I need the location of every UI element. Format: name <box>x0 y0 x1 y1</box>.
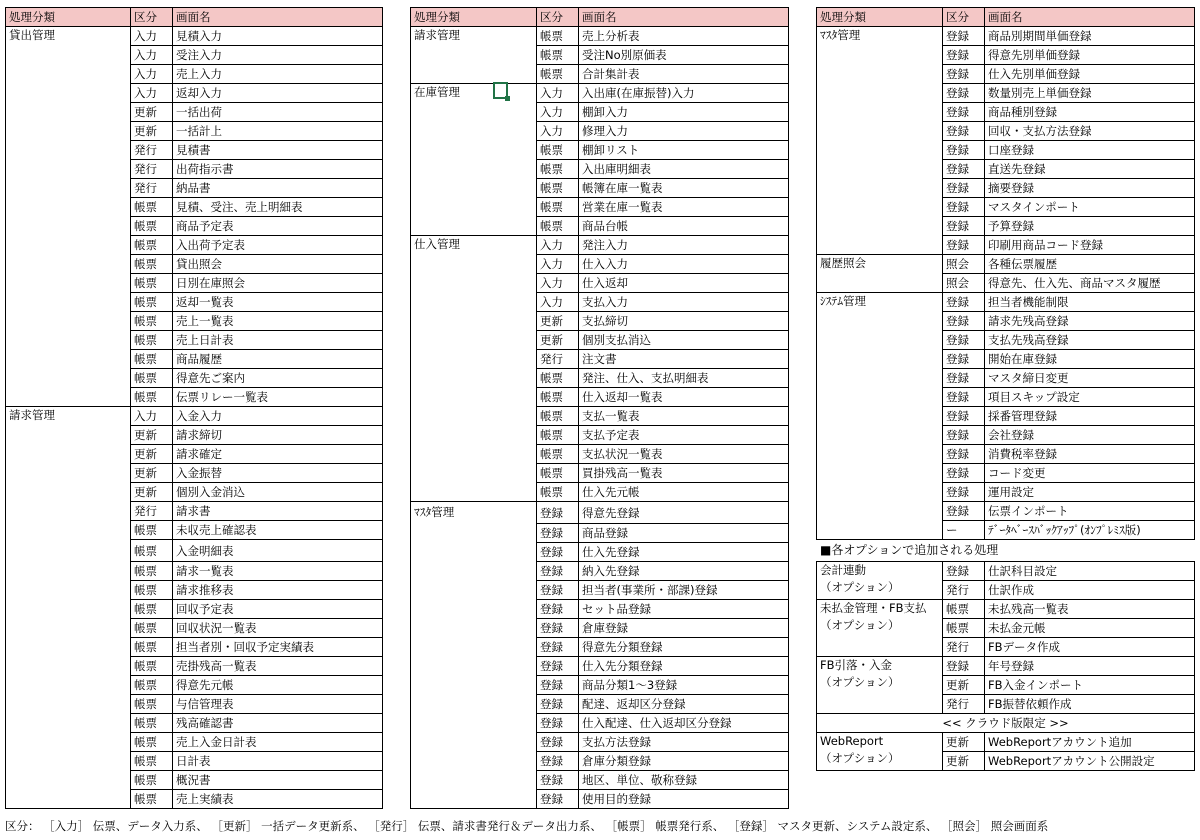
screen-name-cell[interactable]: 帳簿在庫一覧表 <box>579 179 789 198</box>
screen-name-cell[interactable]: 概況書 <box>173 771 383 790</box>
screen-name-cell[interactable]: 注文書 <box>579 350 789 369</box>
screen-name-cell[interactable]: 倉庫登録 <box>579 619 789 638</box>
screen-name-cell[interactable]: 発注入力 <box>579 236 789 255</box>
screen-name-cell[interactable]: 各種伝票履歴 <box>985 255 1195 274</box>
kubun-cell[interactable]: 登録 <box>943 407 985 426</box>
table-row <box>817 657 1195 676</box>
screen-name-cell[interactable]: 得意先ご案内 <box>173 369 383 388</box>
screen-name-cell[interactable]: 残高確認書 <box>173 714 383 733</box>
kubun-cell[interactable]: 登録 <box>943 27 985 46</box>
table-row <box>817 600 1195 619</box>
screen-name-cell[interactable]: 未収売上確認表 <box>173 521 383 540</box>
screen-name-cell[interactable]: マスタインポート <box>985 198 1195 217</box>
kubun-cell[interactable]: 更新 <box>131 426 173 445</box>
kubun-cell[interactable]: 帳票 <box>131 638 173 657</box>
header-kubun[interactable]: 区分 <box>537 8 579 27</box>
screen-name-cell[interactable]: 仕入配達、仕入返却区分登録 <box>579 714 789 733</box>
kubun-cell[interactable]: 帳票 <box>131 198 173 217</box>
screen-name-cell[interactable]: 支払一覧表 <box>579 407 789 426</box>
screen-name-cell[interactable]: 担当者機能制限 <box>985 293 1195 312</box>
kubun-cell[interactable]: 帳票 <box>537 407 579 426</box>
table-row <box>817 27 1195 46</box>
kubun-cell[interactable]: 発行 <box>131 502 173 521</box>
kubun-cell[interactable]: 帳票 <box>131 331 173 350</box>
screen-name-cell[interactable]: 請求締切 <box>173 426 383 445</box>
screen-name-cell[interactable]: 商品別期間単価登録 <box>985 27 1195 46</box>
kubun-cell[interactable]: 更新 <box>131 464 173 483</box>
kubun-cell[interactable]: 更新 <box>131 122 173 141</box>
table-header-row <box>6 8 383 27</box>
kubun-cell[interactable]: 入力 <box>537 255 579 274</box>
screen-name-cell[interactable]: 仕訳科目設定 <box>985 562 1195 581</box>
kubun-cell[interactable]: 登録 <box>943 236 985 255</box>
kubun-cell[interactable]: 帳票 <box>537 141 579 160</box>
header-category[interactable]: 処理分類 <box>411 8 537 27</box>
table-row <box>6 407 383 426</box>
kubun-cell[interactable]: 登録 <box>943 65 985 84</box>
screen-name-cell[interactable]: 修理入力 <box>579 122 789 141</box>
kubun-cell[interactable]: 登録 <box>943 293 985 312</box>
screen-name-cell[interactable]: 仕訳作成 <box>985 581 1195 600</box>
screen-name-cell[interactable]: 仕入先登録 <box>579 543 789 562</box>
screen-name-cell[interactable]: 配達、返却区分登録 <box>579 695 789 714</box>
kubun-cell[interactable]: 帳票 <box>537 464 579 483</box>
kubun-cell[interactable]: 登録 <box>943 198 985 217</box>
kubun-cell[interactable]: 帳票 <box>131 695 173 714</box>
kubun-cell[interactable]: 帳票 <box>943 600 985 619</box>
screen-name-cell[interactable]: 返却一覧表 <box>173 293 383 312</box>
kubun-cell[interactable]: 発行 <box>943 581 985 600</box>
kubun-cell[interactable]: 更新 <box>131 445 173 464</box>
table-row <box>6 27 383 46</box>
category-cell[interactable]: ｼｽﾃﾑ管理 <box>817 293 943 540</box>
kubun-cell[interactable]: 発行 <box>943 695 985 714</box>
cloud-only-note[interactable]: << クラウド版限定 >> <box>817 714 1195 733</box>
screen-name-cell[interactable]: 支払締切 <box>579 312 789 331</box>
category-cell[interactable]: ﾏｽﾀ管理 <box>817 27 943 255</box>
kubun-cell[interactable]: 帳票 <box>131 350 173 369</box>
screen-name-cell[interactable]: 支払入力 <box>579 293 789 312</box>
kubun-cell[interactable]: 登録 <box>537 752 579 771</box>
kubun-cell[interactable]: 登録 <box>537 695 579 714</box>
kubun-cell[interactable]: 帳票 <box>131 676 173 695</box>
screen-name-cell[interactable]: 売掛残高一覧表 <box>173 657 383 676</box>
header-category[interactable]: 処理分類 <box>6 8 131 27</box>
kubun-cell[interactable]: 登録 <box>537 790 579 809</box>
table-row <box>817 733 1195 752</box>
screen-name-cell[interactable]: 地区、単位、敬称登録 <box>579 771 789 790</box>
category-cell[interactable] <box>817 657 943 714</box>
kubun-cell[interactable]: 登録 <box>943 388 985 407</box>
screen-name-cell[interactable]: 棚卸入力 <box>579 103 789 122</box>
table-header-row <box>411 8 789 27</box>
screen-name-cell[interactable]: 支払予定表 <box>579 426 789 445</box>
screen-name-cell[interactable]: 入金入力 <box>173 407 383 426</box>
kubun-cell[interactable]: 登録 <box>537 581 579 600</box>
option-category-name: 会計連動 <box>820 563 866 577</box>
screen-name-cell[interactable]: 未払残高一覧表 <box>985 600 1195 619</box>
kubun-cell[interactable]: 登録 <box>943 562 985 581</box>
kubun-cell[interactable]: 帳票 <box>131 733 173 752</box>
kubun-cell[interactable]: 登録 <box>943 46 985 65</box>
category-cell[interactable]: 履歴照会 <box>817 255 943 293</box>
kubun-cell[interactable]: 発行 <box>943 638 985 657</box>
kubun-cell[interactable]: 帳票 <box>131 581 173 600</box>
header-kubun[interactable]: 区分 <box>131 8 173 27</box>
screen-name-cell[interactable]: 売上日計表 <box>173 331 383 350</box>
table-row <box>817 293 1195 312</box>
kubun-cell[interactable]: 帳票 <box>943 619 985 638</box>
category-cell[interactable]: 貸出管理 <box>6 27 131 407</box>
kubun-cell[interactable]: 登録 <box>943 483 985 502</box>
category-cell[interactable]: ﾏｽﾀ管理 <box>411 502 537 809</box>
kubun-cell[interactable]: 登録 <box>943 141 985 160</box>
kubun-cell[interactable]: 帳票 <box>131 312 173 331</box>
screen-name-cell[interactable]: 売上実績表 <box>173 790 383 809</box>
kubun-cell[interactable]: 登録 <box>943 369 985 388</box>
cloud-note-row <box>817 714 1195 733</box>
screen-name-cell[interactable]: 開始在庫登録 <box>985 350 1195 369</box>
screen-name-cell[interactable]: 支払先残高登録 <box>985 331 1195 350</box>
screen-name-cell[interactable]: 仕入先元帳 <box>579 483 789 502</box>
option-label: （オプション） <box>820 751 900 765</box>
screen-name-cell[interactable]: 消費税率登録 <box>985 445 1195 464</box>
screen-name-cell[interactable]: マスタ締日変更 <box>985 369 1195 388</box>
screen-name-cell[interactable]: 出荷指示書 <box>173 160 383 179</box>
screen-name-cell[interactable]: 伝票インポート <box>985 502 1195 521</box>
screen-name-cell[interactable]: 返却入力 <box>173 84 383 103</box>
option-category-name: WebReport <box>820 734 884 748</box>
screen-name-cell[interactable]: 商品履歴 <box>173 350 383 369</box>
kubun-cell[interactable]: ー <box>943 521 985 540</box>
screen-name-cell[interactable]: 商品分類1～3登録 <box>579 676 789 695</box>
screen-name-cell[interactable]: 会社登録 <box>985 426 1195 445</box>
screen-name-cell[interactable]: 請求書 <box>173 502 383 521</box>
screen-name-cell[interactable]: 倉庫分類登録 <box>579 752 789 771</box>
kubun-cell[interactable]: 入力 <box>537 274 579 293</box>
kubun-cell[interactable]: 帳票 <box>131 540 173 562</box>
screen-name-cell[interactable]: 納入先登録 <box>579 562 789 581</box>
category-cell[interactable]: 在庫管理 <box>411 84 537 236</box>
screen-name-cell[interactable]: 得意先別単価登録 <box>985 46 1195 65</box>
kubun-cell[interactable]: 帳票 <box>537 65 579 84</box>
kubun-cell[interactable]: 帳票 <box>131 752 173 771</box>
kubun-cell[interactable]: 帳票 <box>131 600 173 619</box>
kubun-cell[interactable]: 発行 <box>131 160 173 179</box>
screen-name-cell[interactable]: 運用設定 <box>985 483 1195 502</box>
kubun-cell[interactable]: 登録 <box>943 464 985 483</box>
screen-name-cell[interactable]: 合計集計表 <box>579 65 789 84</box>
screen-name-cell[interactable]: 印刷用商品コード登録 <box>985 236 1195 255</box>
kubun-cell[interactable]: 帳票 <box>131 293 173 312</box>
screen-name-cell[interactable]: 得意先元帳 <box>173 676 383 695</box>
kubun-cell[interactable]: 入力 <box>537 103 579 122</box>
kubun-cell[interactable]: 更新 <box>943 733 985 752</box>
kubun-cell[interactable]: 登録 <box>537 502 579 524</box>
kubun-cell[interactable]: 登録 <box>537 638 579 657</box>
kubun-cell[interactable]: 照会 <box>943 274 985 293</box>
kubun-cell[interactable]: 帳票 <box>131 255 173 274</box>
kubun-cell[interactable]: 入力 <box>537 293 579 312</box>
header-screen-name[interactable]: 画面名 <box>173 8 383 27</box>
screen-name-cell[interactable]: 摘要登録 <box>985 179 1195 198</box>
option-function-table <box>816 561 1195 771</box>
kubun-cell[interactable]: 帳票 <box>131 714 173 733</box>
kubun-cell[interactable]: 登録 <box>943 312 985 331</box>
kubun-cell[interactable]: 登録 <box>537 619 579 638</box>
kubun-cell[interactable]: 帳票 <box>537 426 579 445</box>
kubun-cell[interactable]: 帳票 <box>131 619 173 638</box>
kubun-cell[interactable]: 帳票 <box>537 483 579 502</box>
screen-name-cell[interactable]: 担当者別・回収予定実績表 <box>173 638 383 657</box>
kubun-cell[interactable]: 発行 <box>131 179 173 198</box>
screen-name-cell[interactable]: FBデータ作成 <box>985 638 1195 657</box>
screen-name-cell[interactable]: 与信管理表 <box>173 695 383 714</box>
screen-name-cell[interactable]: 棚卸リスト <box>579 141 789 160</box>
kubun-cell[interactable]: 帳票 <box>537 27 579 46</box>
screen-name-cell[interactable]: 伝票リレー一覧表 <box>173 388 383 407</box>
screen-name-cell[interactable]: 入金振替 <box>173 464 383 483</box>
screen-name-cell[interactable]: 請求一覧表 <box>173 562 383 581</box>
screen-name-cell[interactable]: 貸出照会 <box>173 255 383 274</box>
screen-name-cell[interactable]: 未払金元帳 <box>985 619 1195 638</box>
category-cell[interactable]: 仕入管理 <box>411 236 537 502</box>
kubun-cell[interactable]: 帳票 <box>131 657 173 676</box>
option-label: （オプション） <box>820 580 900 594</box>
kubun-cell[interactable]: 登録 <box>943 445 985 464</box>
screen-name-cell[interactable]: 入出庫(在庫振替)入力 <box>579 84 789 103</box>
screen-name-cell[interactable]: 口座登録 <box>985 141 1195 160</box>
kubun-cell[interactable]: 登録 <box>537 543 579 562</box>
option-category-name: FB引落・入金 <box>820 658 893 672</box>
screen-name-cell[interactable]: FB入金インポート <box>985 676 1195 695</box>
screen-name-cell[interactable]: 使用目的登録 <box>579 790 789 809</box>
kubun-cell[interactable]: 入力 <box>537 122 579 141</box>
screen-name-cell[interactable]: 売上入金日計表 <box>173 733 383 752</box>
screen-name-cell[interactable]: 見積、受注、売上明細表 <box>173 198 383 217</box>
header-kubun[interactable]: 区分 <box>943 8 985 27</box>
screen-name-cell[interactable]: 仕入先分類登録 <box>579 657 789 676</box>
kubun-cell[interactable]: 発行 <box>131 141 173 160</box>
screen-name-cell[interactable]: 売上分析表 <box>579 27 789 46</box>
screen-name-cell[interactable]: 担当者(事業所・部課)登録 <box>579 581 789 600</box>
kubun-cell[interactable]: 帳票 <box>537 179 579 198</box>
kubun-cell[interactable]: 帳票 <box>131 217 173 236</box>
kubun-cell[interactable]: 登録 <box>537 676 579 695</box>
kubun-cell[interactable]: 登録 <box>943 426 985 445</box>
screen-name-cell[interactable]: 入出庫明細表 <box>579 160 789 179</box>
kubun-cell[interactable]: 帳票 <box>537 160 579 179</box>
kubun-cell[interactable]: 帳票 <box>131 369 173 388</box>
kubun-cell[interactable]: 更新 <box>943 676 985 695</box>
screen-name-cell[interactable]: FB振替依頼作成 <box>985 695 1195 714</box>
screen-name-cell[interactable]: 一括計上 <box>173 122 383 141</box>
screen-name-cell[interactable]: コード変更 <box>985 464 1195 483</box>
function-table-1 <box>5 7 383 809</box>
screen-name-cell[interactable]: 仕入入力 <box>579 255 789 274</box>
kubun-cell[interactable]: 登録 <box>537 771 579 790</box>
category-cell[interactable] <box>817 562 943 600</box>
option-label: （オプション） <box>820 675 900 689</box>
screen-name-cell[interactable]: 発注、仕入、支払明細表 <box>579 369 789 388</box>
kubun-cell[interactable]: 帳票 <box>537 217 579 236</box>
screen-name-cell[interactable]: 商品種別登録 <box>985 103 1195 122</box>
screen-name-cell[interactable]: 請求推移表 <box>173 581 383 600</box>
kubun-cell[interactable]: 入力 <box>131 65 173 84</box>
screen-name-cell[interactable]: 仕入返却一覧表 <box>579 388 789 407</box>
kubun-cell[interactable]: 入力 <box>131 407 173 426</box>
kubun-cell[interactable]: 更新 <box>943 752 985 771</box>
table-header-row <box>817 8 1195 27</box>
screen-name-cell[interactable]: 売上入力 <box>173 65 383 84</box>
screen-name-cell[interactable]: WebReportアカウント公開設定 <box>985 752 1195 771</box>
screen-name-cell[interactable]: 得意先分類登録 <box>579 638 789 657</box>
screen-name-cell[interactable]: 回収状況一覧表 <box>173 619 383 638</box>
kubun-cell[interactable]: 帳票 <box>537 46 579 65</box>
kubun-cell[interactable]: 帳票 <box>131 771 173 790</box>
screen-name-cell[interactable]: 納品書 <box>173 179 383 198</box>
screen-name-cell[interactable]: 予算登録 <box>985 217 1195 236</box>
screen-name-cell[interactable]: 請求確定 <box>173 445 383 464</box>
screen-name-cell[interactable]: 個別支払消込 <box>579 331 789 350</box>
kubun-cell[interactable]: 入力 <box>537 84 579 103</box>
screen-name-cell[interactable]: 受注No別原価表 <box>579 46 789 65</box>
kubun-cell[interactable]: 発行 <box>537 350 579 369</box>
kubun-cell[interactable]: 入力 <box>131 84 173 103</box>
table-row <box>411 236 789 255</box>
screen-name-cell[interactable]: 数量別売上単価登録 <box>985 84 1195 103</box>
screen-name-cell[interactable]: WebReportアカウント追加 <box>985 733 1195 752</box>
kubun-cell[interactable]: 照会 <box>943 255 985 274</box>
screen-name-cell[interactable]: 日計表 <box>173 752 383 771</box>
kubun-cell[interactable]: 入力 <box>537 236 579 255</box>
kubun-cell[interactable]: 登録 <box>537 562 579 581</box>
screen-name-cell[interactable]: 売上一覧表 <box>173 312 383 331</box>
screen-name-cell[interactable]: 年号登録 <box>985 657 1195 676</box>
function-table-3 <box>816 7 1195 540</box>
screen-name-cell[interactable]: 請求先残高登録 <box>985 312 1195 331</box>
kubun-cell[interactable]: 入力 <box>131 27 173 46</box>
screen-name-cell[interactable]: 受注入力 <box>173 46 383 65</box>
screen-name-cell[interactable]: 商品予定表 <box>173 217 383 236</box>
screen-name-cell[interactable]: 営業在庫一覧表 <box>579 198 789 217</box>
table-row <box>411 84 789 103</box>
kubun-cell[interactable]: 帳票 <box>537 445 579 464</box>
kubun-cell[interactable]: 更新 <box>537 312 579 331</box>
kubun-cell[interactable]: 帳票 <box>131 388 173 407</box>
category-cell[interactable]: 請求管理 <box>411 27 537 84</box>
screen-name-cell[interactable]: 支払方法登録 <box>579 733 789 752</box>
screen-name-cell[interactable]: 得意先登録 <box>579 502 789 524</box>
kubun-cell[interactable]: 登録 <box>537 657 579 676</box>
kubun-cell[interactable]: 登録 <box>943 84 985 103</box>
screen-name-cell[interactable]: 仕入先別単価登録 <box>985 65 1195 84</box>
category-cell[interactable] <box>817 733 943 771</box>
kubun-cell[interactable]: 登録 <box>943 179 985 198</box>
screen-name-cell[interactable]: 直送先登録 <box>985 160 1195 179</box>
function-table-2 <box>410 7 789 809</box>
kubun-cell[interactable]: 登録 <box>943 103 985 122</box>
screen-name-cell[interactable]: 支払状況一覧表 <box>579 445 789 464</box>
screen-name-cell[interactable]: 個別入金消込 <box>173 483 383 502</box>
kubun-cell[interactable]: 登録 <box>537 524 579 543</box>
kubun-cell[interactable]: 登録 <box>943 657 985 676</box>
screen-name-cell[interactable]: セット品登録 <box>579 600 789 619</box>
kubun-cell[interactable]: 帳票 <box>131 562 173 581</box>
screen-name-cell[interactable]: ﾃﾞｰﾀﾍﾞｰｽﾊﾞｯｸｱｯﾌﾟ(ｵﾝﾌﾟﾚﾐｽ版) <box>985 521 1195 540</box>
screen-name-cell[interactable]: 項目スキップ設定 <box>985 388 1195 407</box>
screen-name-cell[interactable]: 得意先、仕入先、商品マスタ履歴 <box>985 274 1195 293</box>
kubun-cell[interactable]: 帳票 <box>131 236 173 255</box>
kubun-cell[interactable]: 更新 <box>537 331 579 350</box>
screen-name-cell[interactable]: 入出荷予定表 <box>173 236 383 255</box>
table-row <box>817 255 1195 274</box>
kubun-cell[interactable]: 入力 <box>131 46 173 65</box>
header-screen-name[interactable]: 画面名 <box>579 8 789 27</box>
kubun-cell[interactable]: 登録 <box>943 217 985 236</box>
kubun-cell[interactable]: 登録 <box>943 502 985 521</box>
kubun-cell[interactable]: 帳票 <box>131 790 173 809</box>
screen-name-cell[interactable]: 商品台帳 <box>579 217 789 236</box>
screen-name-cell[interactable]: 回収・支払方法登録 <box>985 122 1195 141</box>
kubun-cell[interactable]: 更新 <box>131 483 173 502</box>
kubun-cell[interactable]: 登録 <box>537 714 579 733</box>
screen-name-cell[interactable]: 仕入返却 <box>579 274 789 293</box>
option-section-heading: ■各オプションで追加される処理 <box>820 543 999 557</box>
kubun-cell[interactable]: 登録 <box>943 350 985 369</box>
legend-footer: 区分： ［入力］ 伝票、データ入力系、 ［更新］ 一括データ更新系、 ［発行］ 伝票、請求書発行＆データ出力系、 ［帳票］ 帳票発行系、 ［登録］ マスタ更新、システム設定系、 ［照会］ 照会画面系 <box>5 819 1049 833</box>
screen-name-cell[interactable]: 回収予定表 <box>173 600 383 619</box>
kubun-cell[interactable]: 登録 <box>943 122 985 141</box>
table-row <box>817 562 1195 581</box>
kubun-cell[interactable]: 帳票 <box>131 274 173 293</box>
option-category-name: 未払金管理・FB支払 <box>820 601 927 615</box>
screen-name-cell[interactable]: 日別在庫照会 <box>173 274 383 293</box>
table-row <box>411 27 789 46</box>
screen-name-cell[interactable]: 商品登録 <box>579 524 789 543</box>
header-screen-name[interactable]: 画面名 <box>985 8 1195 27</box>
kubun-cell[interactable]: 登録 <box>537 733 579 752</box>
option-label: （オプション） <box>820 618 900 632</box>
category-cell[interactable] <box>817 600 943 657</box>
kubun-cell[interactable]: 帳票 <box>537 198 579 217</box>
kubun-cell[interactable]: 登録 <box>537 600 579 619</box>
screen-name-cell[interactable]: 見積書 <box>173 141 383 160</box>
screen-name-cell[interactable]: 入金明細表 <box>173 540 383 562</box>
kubun-cell[interactable]: 帳票 <box>537 388 579 407</box>
kubun-cell[interactable]: 帳票 <box>537 369 579 388</box>
table-row <box>411 502 789 524</box>
kubun-cell[interactable]: 登録 <box>943 160 985 179</box>
header-category[interactable]: 処理分類 <box>817 8 943 27</box>
kubun-cell[interactable]: 帳票 <box>131 521 173 540</box>
category-cell[interactable]: 請求管理 <box>6 407 131 809</box>
screen-name-cell[interactable]: 採番管理登録 <box>985 407 1195 426</box>
screen-name-cell[interactable]: 一括出荷 <box>173 103 383 122</box>
kubun-cell[interactable]: 登録 <box>943 331 985 350</box>
screen-name-cell[interactable]: 見積入力 <box>173 27 383 46</box>
screen-name-cell[interactable]: 買掛残高一覧表 <box>579 464 789 483</box>
kubun-cell[interactable]: 更新 <box>131 103 173 122</box>
